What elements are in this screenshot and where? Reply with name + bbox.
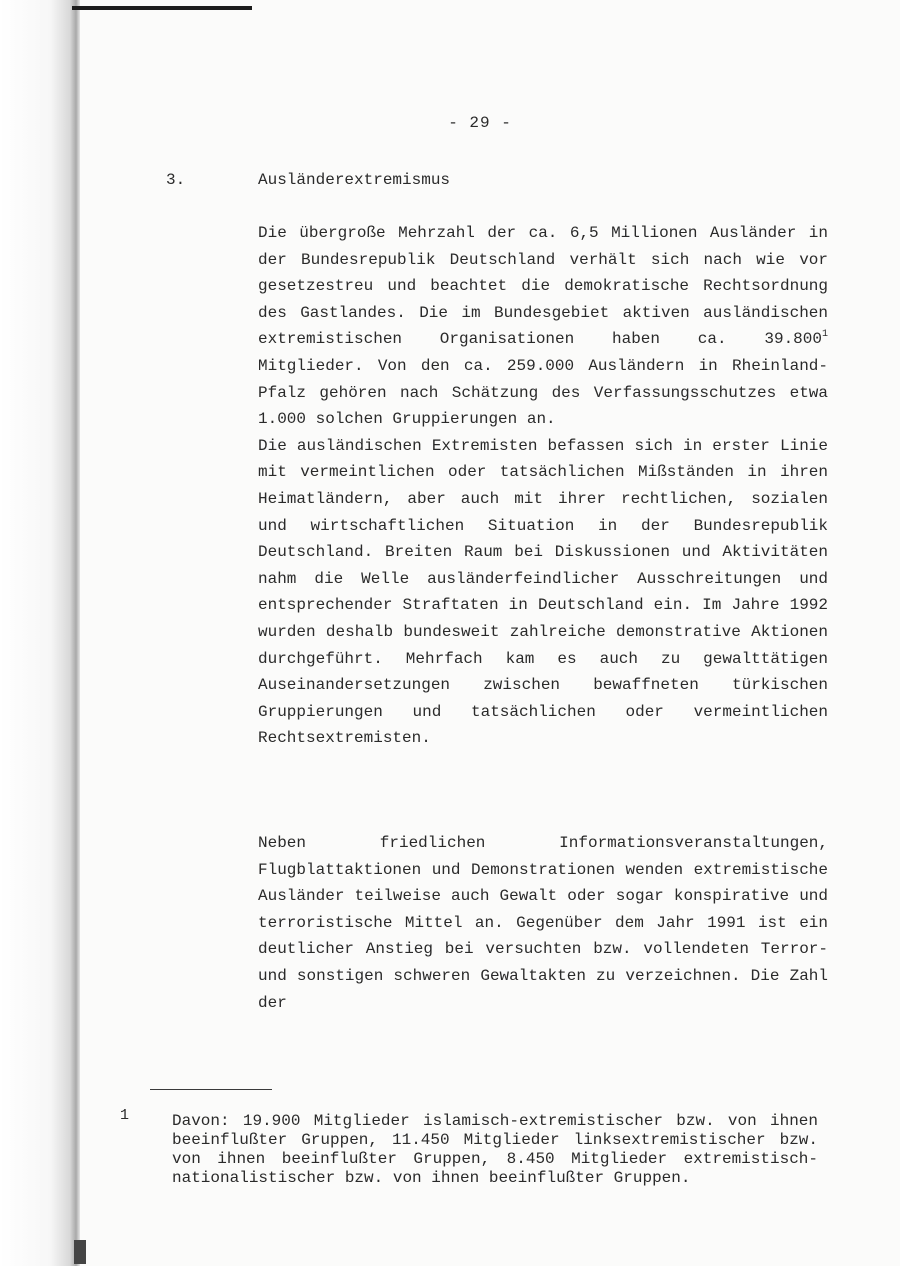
scan-edge-mark — [72, 6, 252, 10]
paragraph-1 — [258, 220, 828, 433]
footnote-reference: 1 — [821, 329, 828, 341]
footnote-text: Davon: 19.900 Mitglieder islamisch-extremistischer bzw. von ihnen beeinflußter Gruppen, 11.450 Mitglieder linksextremistischer bzw. von ihnen beeinflußter Gruppen, 8.450 Mitglieder extremistisch-nationalistischer bzw. von ihnen beeinflußter Gruppen. — [172, 1112, 818, 1187]
footnote-divider — [150, 1089, 272, 1090]
page-number: - 29 - — [448, 114, 512, 132]
paragraph-1-text: Die übergroße Mehrzahl der ca. 6,5 Millionen Ausländer in der Bundesrepublik Deutschland verhält sich nach wie vor gesetzestreu und beachtet die demokratische Rechtsordnung des Gastlandes. Die im Bundesgebiet aktiven ausländischen extremistischen Organisationen haben ca. 39.800 — [258, 224, 828, 349]
paragraph-2: Die ausländischen Extremisten befassen sich in erster Linie mit vermeintlichen oder tatsächlichen Mißständen in ihren Heimatländern, aber auch mit ihrer rechtlichen, sozialen und wirtschaftlichen Situation in der Bundesrepublik Deutschland. Breiten Raum bei Diskussionen und Aktivitäten nahm die Welle ausländerfeindlicher Ausschreitungen und entsprechender Straftaten in Deutschland ein. Im Jahre 1992 wurden deshalb bundesweit zahlreiche demonstrative Aktionen durchgeführt. Mehrfach kam es auch zu gewalttätigen Auseinandersetzungen zwischen bewaffneten türkischen Gruppierungen und tatsächlichen oder vermeintlichen Rechtsextremisten. — [258, 436, 828, 748]
footnote-mark: 1 — [120, 1107, 130, 1124]
section-number: 3. — [166, 171, 186, 189]
footnote — [120, 1107, 840, 1188]
section-title: Ausländerextremismus — [258, 171, 451, 189]
paragraph-3: Neben friedlichen Informationsveranstaltungen, Flugblattaktionen und Demonstrationen wenden extremistische Ausländer teilweise auch Gewalt oder sogar konspirative und terroristische Mittel an. Gegenüber dem Jahr 1991 ist ein deutlicher Anstieg bei versuchten bzw. vollendeten Terror- und sonstigen schweren Gewaltakten zu verzeichnen. Die Zahl der — [258, 834, 828, 1012]
scan-binding-shadow — [0, 0, 80, 1266]
body-text-block-2 — [258, 830, 828, 1016]
scan-edge-mark-bottom — [74, 1240, 86, 1264]
section-heading — [166, 171, 450, 189]
body-text-block — [258, 220, 828, 752]
paragraph-1-text-cont: Mitglieder. Von den ca. 259.000 Ausländern in Rheinland-Pfalz gehören nach Schätzung des Verfassungsschutzes etwa 1.000 solchen Gruppierungen an. — [258, 356, 828, 429]
